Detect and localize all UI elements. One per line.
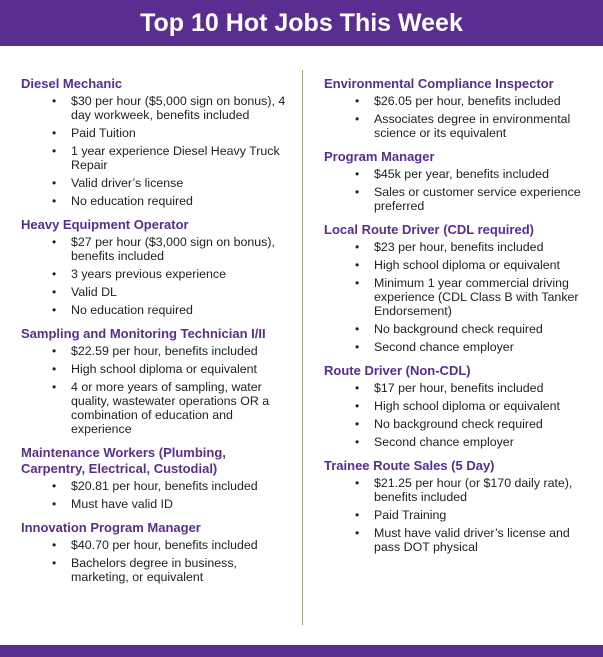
job-details-list bbox=[324, 240, 586, 354]
job-title: Program Manager bbox=[324, 149, 435, 164]
job-detail-item: • Associates degree in environmental science or its equivalent bbox=[324, 112, 586, 140]
footer-bar bbox=[0, 645, 603, 657]
job-detail-item: • $22.59 per hour, benefits included bbox=[21, 344, 286, 358]
job-detail-item: • No education required bbox=[21, 194, 286, 208]
job-listing bbox=[21, 520, 286, 584]
job-detail-item: • $20.81 per hour, benefits included bbox=[21, 479, 286, 493]
job-detail-item: • $27 per hour ($3,000 sign on bonus), benefits included bbox=[21, 235, 286, 263]
job-listing bbox=[324, 458, 586, 554]
job-detail-item: • Paid Training bbox=[324, 508, 586, 522]
job-listing bbox=[324, 149, 586, 213]
job-title: Diesel Mechanic bbox=[21, 76, 123, 91]
job-detail-item: • $21.25 per hour (or $170 daily rate), benefits included bbox=[324, 476, 586, 504]
page-title: Top 10 Hot Jobs This Week bbox=[140, 8, 463, 37]
job-detail-item: • Paid Tuition bbox=[21, 126, 286, 140]
job-listing bbox=[324, 363, 586, 449]
job-listing bbox=[21, 217, 286, 317]
job-title: Local Route Driver (CDL required) bbox=[324, 222, 534, 237]
job-detail-item: • 1 year experience Diesel Heavy Truck Repair bbox=[21, 144, 286, 172]
job-detail-item: • No education required bbox=[21, 303, 286, 317]
job-detail-item: • No background check required bbox=[324, 417, 586, 431]
job-title: Environmental Compliance Inspector bbox=[324, 76, 554, 91]
job-detail-item: • Valid driver’s license bbox=[21, 176, 286, 190]
job-details-list bbox=[21, 94, 286, 208]
job-title: Route Driver (Non-CDL) bbox=[324, 363, 471, 378]
job-listing bbox=[324, 222, 586, 354]
job-detail-item: • Second chance employer bbox=[324, 340, 586, 354]
header-banner bbox=[0, 0, 603, 46]
job-details-list bbox=[324, 381, 586, 449]
left-job-column bbox=[21, 76, 286, 593]
job-detail-item: • $40.70 per hour, benefits included bbox=[21, 538, 286, 552]
job-detail-item: • Second chance employer bbox=[324, 435, 586, 449]
job-details-list bbox=[21, 479, 286, 511]
job-details-list bbox=[324, 94, 586, 140]
job-detail-item: • 4 or more years of sampling, water quality, wastewater operations OR a combination of education and experience bbox=[21, 380, 286, 436]
job-detail-item: • $30 per hour ($5,000 sign on bonus), 4 day workweek, benefits included bbox=[21, 94, 286, 122]
job-detail-item: • $17 per hour, benefits included bbox=[324, 381, 586, 395]
job-detail-item: • Sales or customer service experience preferred bbox=[324, 185, 586, 213]
job-details-list bbox=[324, 167, 586, 213]
job-detail-item: • Must have valid ID bbox=[21, 497, 286, 511]
job-detail-item: • Minimum 1 year commercial driving experience (CDL Class B with Tanker Endorsement) bbox=[324, 276, 586, 318]
job-detail-item: • Bachelors degree in business, marketing, or equivalent bbox=[21, 556, 286, 584]
job-title: Heavy Equipment Operator bbox=[21, 217, 189, 232]
job-title: Innovation Program Manager bbox=[21, 520, 201, 535]
job-detail-item: • High school diploma or equivalent bbox=[21, 362, 286, 376]
right-job-column bbox=[324, 76, 586, 563]
job-listing bbox=[21, 76, 286, 208]
job-detail-item: • No background check required bbox=[324, 322, 586, 336]
job-title: Trainee Route Sales (5 Day) bbox=[324, 458, 495, 473]
job-detail-item: • Valid DL bbox=[21, 285, 286, 299]
job-detail-item: • High school diploma or equivalent bbox=[324, 258, 586, 272]
job-detail-item: • $45k per year, benefits included bbox=[324, 167, 586, 181]
job-title: Sampling and Monitoring Technician I/II bbox=[21, 326, 266, 341]
job-listing bbox=[21, 445, 286, 511]
job-details-list bbox=[21, 538, 286, 584]
job-detail-item: • High school diploma or equivalent bbox=[324, 399, 586, 413]
job-detail-item: • $26.05 per hour, benefits included bbox=[324, 94, 586, 108]
job-details-list bbox=[21, 235, 286, 317]
column-divider bbox=[302, 70, 303, 625]
job-detail-item: • Must have valid driver’s license and pass DOT physical bbox=[324, 526, 586, 554]
job-listing bbox=[324, 76, 586, 140]
job-title: Maintenance Workers (Plumbing, Carpentry, Electrical, Custodial) bbox=[21, 445, 226, 476]
job-detail-item: • $23 per hour, benefits included bbox=[324, 240, 586, 254]
job-details-list bbox=[324, 476, 586, 554]
job-listing bbox=[21, 326, 286, 436]
job-detail-item: • 3 years previous experience bbox=[21, 267, 286, 281]
job-details-list bbox=[21, 344, 286, 436]
